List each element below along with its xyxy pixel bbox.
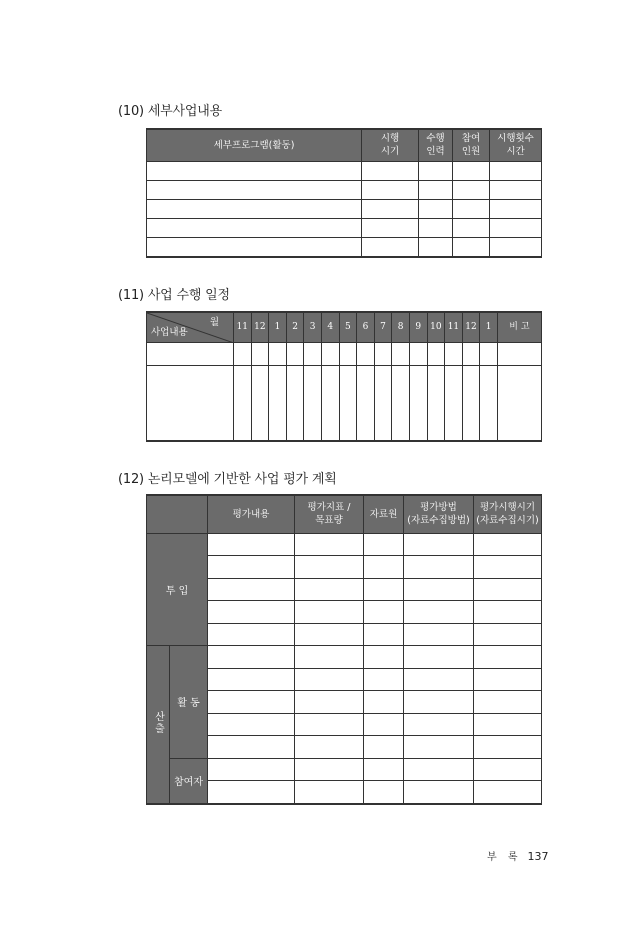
month-header: 2 xyxy=(286,312,304,342)
activity-label: 활 동 xyxy=(170,646,208,759)
appendix-label: 부 록 xyxy=(487,852,522,863)
month-header: 1 xyxy=(480,312,498,342)
month-header: 7 xyxy=(374,312,392,342)
month-header: 9 xyxy=(409,312,427,342)
page-number: 137 xyxy=(527,850,549,863)
remarks-header: 비 고 xyxy=(497,312,541,342)
header-blank xyxy=(147,495,208,533)
schedule-table xyxy=(146,311,542,442)
section-12-title: (12) 논리모델에 기반한 사업 평가 계획 xyxy=(118,472,337,487)
header-program: 세부프로그램(활동) xyxy=(147,129,362,161)
section-11-title: (11) 사업 수행 일정 xyxy=(118,288,230,303)
header-count: 시행횟수 시간 xyxy=(490,129,542,161)
table-row xyxy=(147,533,542,556)
header-content: 평가내용 xyxy=(208,495,295,533)
table-row xyxy=(147,180,542,199)
evaluation-plan-table xyxy=(146,494,542,805)
header-source: 자료원 xyxy=(364,495,404,533)
header-method: 평가방법 (자료수집방법) xyxy=(404,495,474,533)
month-header: 11 xyxy=(445,312,463,342)
month-header: 10 xyxy=(427,312,445,342)
month-header: 4 xyxy=(321,312,339,342)
month-header: 12 xyxy=(462,312,480,342)
month-header: 8 xyxy=(392,312,410,342)
month-header: 5 xyxy=(339,312,357,342)
month-header: 6 xyxy=(357,312,375,342)
table-row xyxy=(147,646,542,669)
table-row xyxy=(147,758,542,781)
header-staff: 수행 인력 xyxy=(419,129,453,161)
participant-label: 참여자 xyxy=(170,758,208,804)
month-header: 12 xyxy=(251,312,269,342)
output-label: 산출 xyxy=(147,646,170,804)
input-label: 투 입 xyxy=(147,533,208,646)
section-10-title: (10) 세부사업내용 xyxy=(118,104,222,119)
table-row xyxy=(147,365,542,441)
table-row xyxy=(147,199,542,218)
header-time: 시행 시기 xyxy=(362,129,419,161)
month-header: 1 xyxy=(269,312,287,342)
header-timing: 평가시행시기 (자료수집시기) xyxy=(474,495,542,533)
header-indicator: 평가지표 / 목표량 xyxy=(295,495,364,533)
table-row xyxy=(147,218,542,237)
month-label: 월 xyxy=(209,317,219,328)
month-header: 11 xyxy=(234,312,252,342)
detail-program-table xyxy=(146,128,542,258)
header-participants: 참여 인원 xyxy=(453,129,490,161)
table-row xyxy=(147,342,542,365)
table-row xyxy=(147,161,542,180)
content-label: 사업내용 xyxy=(151,326,188,338)
page-footer xyxy=(487,848,549,863)
table-row xyxy=(147,237,542,257)
month-header: 3 xyxy=(304,312,322,342)
schedule-corner-header xyxy=(147,312,234,342)
